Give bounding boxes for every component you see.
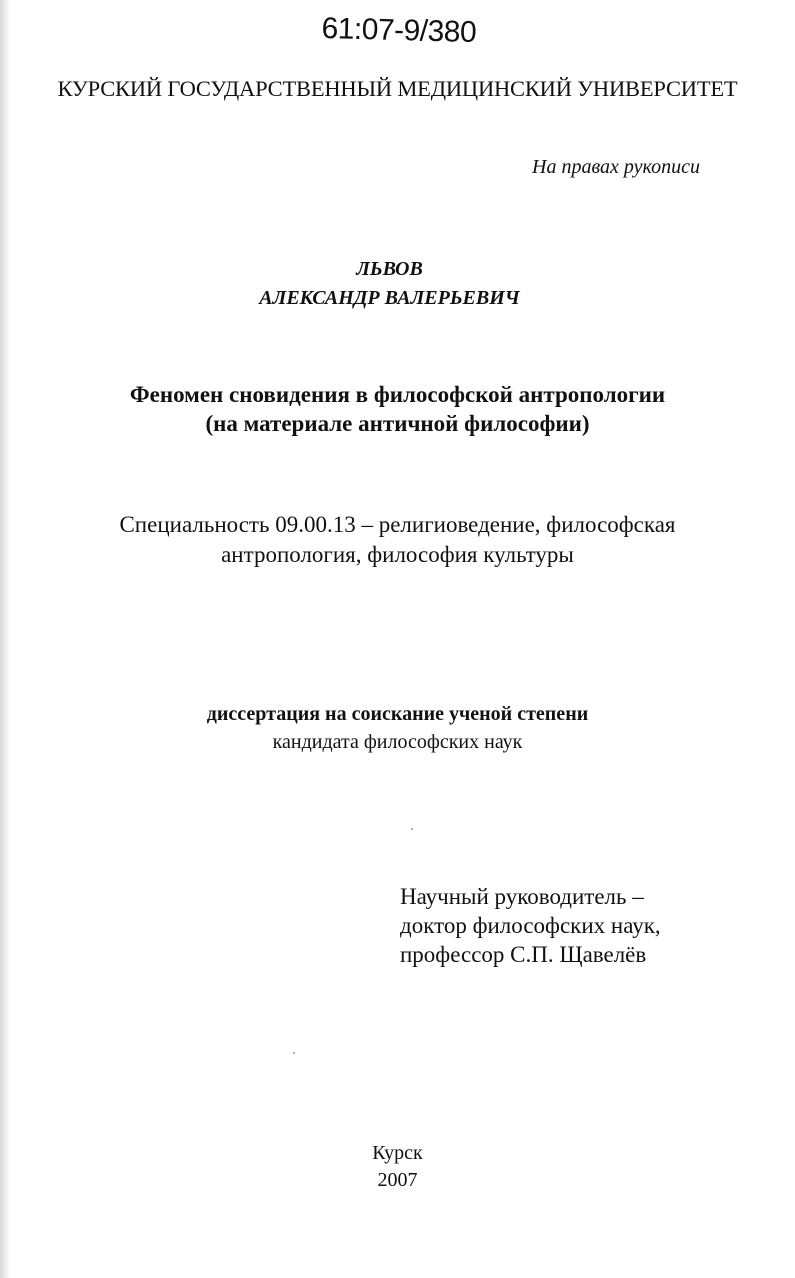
specialty-line-1: Специальность 09.00.13 – религиоведение, философская xyxy=(119,512,676,537)
supervisor-block xyxy=(400,882,661,969)
place-and-year xyxy=(0,1140,795,1194)
publication-year: 2007 xyxy=(377,1169,418,1191)
degree-line-2: кандидата философских наук xyxy=(272,731,523,753)
degree-block xyxy=(0,700,795,756)
supervisor-line-1: Научный руководитель – xyxy=(400,884,644,909)
scan-speck xyxy=(293,1052,295,1054)
author-block xyxy=(0,255,787,313)
city-name: Курск xyxy=(372,1142,423,1164)
rights-note: На правах рукописи xyxy=(532,156,700,178)
degree-line-1: диссертация на соискание ученой степени xyxy=(206,703,589,725)
university-name: КУРСКИЙ ГОСУДАРСТВЕННЫЙ МЕДИЦИНСКИЙ УНИВЕРСИТЕТ xyxy=(57,76,738,101)
dissertation-title xyxy=(0,380,795,438)
author-given-names: АЛЕКСАНДР ВАЛЕРЬЕВИЧ xyxy=(259,287,520,309)
supervisor-line-2: доктор философских наук, xyxy=(400,913,661,938)
author-surname: ЛЬВОВ xyxy=(356,258,423,280)
title-line-1: Феномен сновидения в философской антропологии xyxy=(129,382,666,407)
specialty-line-2: антропология, философия культуры xyxy=(221,542,574,567)
library-shelf-code: 61:07-9/380 xyxy=(321,12,477,50)
scan-shadow-edge xyxy=(0,0,10,1278)
title-line-2: (на материале античной философии) xyxy=(205,411,590,436)
scan-speck xyxy=(411,828,413,830)
supervisor-line-3: профессор С.П. Щавелёв xyxy=(400,942,647,967)
specialty-block xyxy=(0,510,795,570)
